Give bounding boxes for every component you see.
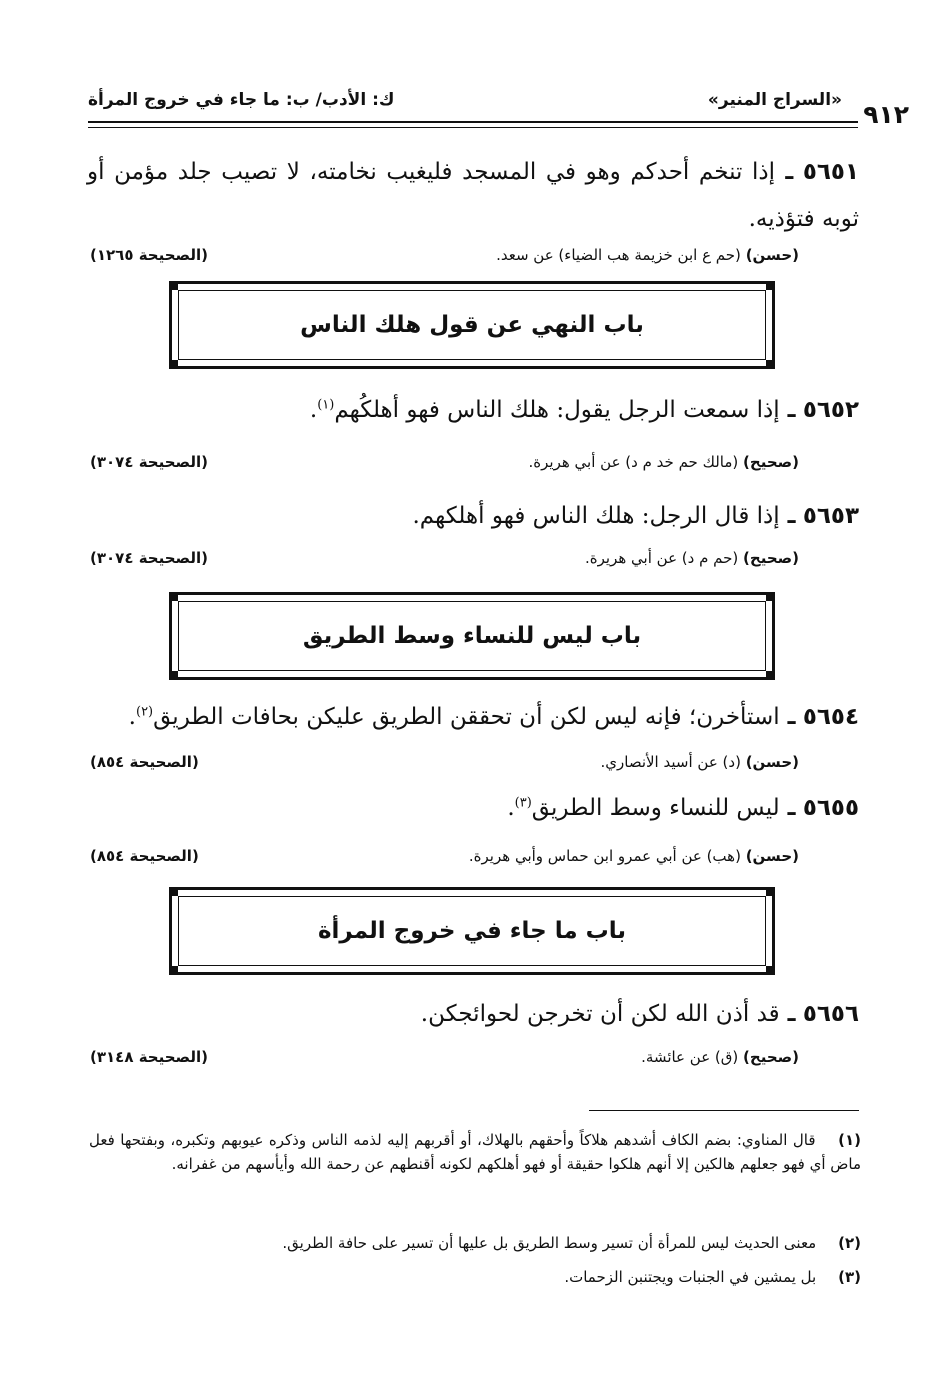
hadith-text: إذا قال الرجل: هلك الناس فهو أهلكهم. [412,503,780,529]
hadith-grade: (حسن) [745,753,799,771]
hadith-source: (د) عن أسيد الأنصاري. [600,753,741,771]
hadith-5656: ٥٦٥٦ ـ قد أذن الله لكن أن تخرجن لحوائجكن. [420,1001,859,1027]
hadith-number: ٥٦٥٣ [802,503,859,529]
hadith-number: ٥٦٥٥ [802,795,859,821]
hadith-reference: (الصحيحة ١٢٦٥) [90,246,208,264]
hadith-5654: ٥٦٥٤ ـ استأخرن؛ فإنه ليس لكن أن تحققن الطريق عليكن بحافات الطريق$^{(٢)}$. [128,704,859,730]
source-line-5652 [90,453,799,481]
hadith-source: (ق) عن عائشة. [641,1048,739,1066]
footnote-ref[interactable]: (١) [317,397,335,413]
book-title: «السراج المنير» [707,90,842,110]
hadith-number: ٥٦٥١ [802,159,860,185]
footnote-3 [89,1265,861,1289]
hadith-5653: ٥٦٥٣ ـ إذا قال الرجل: هلك الناس فهو أهلكهم. [412,503,859,529]
hadith-number: ٥٦٥٦ [802,1001,859,1027]
hadith-source: (هب) عن أبي عمرو ابن حماس وأبي هريرة. [468,847,741,865]
footnote-number: (٣) [838,1268,861,1286]
header-rule [88,121,858,123]
footnote-number: (١) [838,1131,861,1149]
footnote-text: قال المناوي: بضم الكاف أشدهم هلاكاً وأحقهم بالهلاك، أو أقربهم إليه لذمه الناس وذكره عيوبهم وتكبره، وبفتحها فعل ماض أي فهو جعلهم هالكين إلا أنهم هلكوا حقيقة أو فهو أهلكهم لكونه أقنطهم عن رحمة الله وأيأسهم من غفرانه. [89,1131,861,1173]
source-line-5651 [90,246,799,274]
hadith-text: إذا تنخم أحدكم وهو في المسجد فليغيب نخامته، لا تصيب جلد مؤمن أو ثوبه فتؤذيه. [87,159,859,232]
footnote-1 [89,1128,861,1176]
footnote-number: (٢) [838,1234,861,1252]
page-number: ٩١٢ [863,100,909,129]
hadith-5655: ٥٦٥٥ ـ ليس للنساء وسط الطريق$^{(٣)}$. [507,795,859,821]
hadith-text: ليس للنساء وسط الطريق [531,795,780,821]
hadith-text: إذا سمعت الرجل يقول: هلك الناس فهو أهلكُهم [334,397,780,423]
hadith-source: (حم م د) عن أبي هريرة. [585,549,739,567]
hadith-reference: (الصحيحة ٣٠٧٤) [90,549,208,567]
footnote-ref[interactable]: (٣) [514,795,532,811]
hadith-reference: (الصحيحة ٨٥٤) [90,753,199,771]
chapter-heading-box [169,887,775,975]
chapter-heading: باب ما جاء في خروج المرأة [178,896,766,966]
hadith-grade: (حسن) [745,847,799,865]
hadith-reference: (الصحيحة ٣١٤٨) [90,1048,208,1066]
chapter-heading-box [169,281,775,369]
hadith-grade: (صحيح) [743,1048,799,1066]
footnote-2 [89,1231,861,1255]
hadith-source: (حم ع ابن خزيمة هب الضياء) عن سعد. [496,246,741,264]
footnote-ref[interactable]: (٢) [135,704,154,720]
chapter-heading: باب ليس للنساء وسط الطريق [178,601,766,671]
footnote-text: معنى الحديث ليس للمرأة أن تسير وسط الطريق بل عليها أن تسير على حافة الطريق. [282,1234,817,1252]
hadith-text: استأخرن؛ فإنه ليس لكن أن تحققن الطريق عليكن بحافات الطريق [153,704,780,730]
source-line-5656 [90,1048,799,1076]
hadith-reference: (الصحيحة ٨٥٤) [90,847,199,865]
hadith-grade: (صحيح) [743,549,799,567]
section-title: ك: الأدب/ ب: ما جاء في خروج المرأة [88,90,395,110]
hadith-grade: (حسن) [745,246,799,264]
hadith-reference: (الصحيحة ٣٠٧٤) [90,453,208,471]
hadith-number: ٥٦٥٢ [802,397,859,423]
header-rule-thin [88,127,858,128]
chapter-heading: باب النهي عن قول هلك الناس [178,290,766,360]
footnote-separator [589,1110,859,1111]
hadith-grade: (صحيح) [743,453,799,471]
source-line-5653 [90,549,799,577]
hadith-5652: ٥٦٥٢ ـ إذا سمعت الرجل يقول: هلك الناس فهو أهلكُهم$^{(١)}$. [309,397,859,423]
hadith-5651: ٥٦٥١ ـ إذا تنخم أحدكم وهو في المسجد فليغيب نخامته، لا تصيب جلد مؤمن أو ثوبه فتؤذيه. [87,159,860,232]
hadith-number: ٥٦٥٤ [802,704,859,730]
footnote-text: بل يمشين في الجنبات ويجتنبن الزحمات. [564,1268,817,1286]
chapter-heading-box [169,592,775,680]
source-line-5655 [90,847,799,875]
hadith-source: (مالك حم خد م د) عن أبي هريرة. [528,453,739,471]
hadith-text: قد أذن الله لكن أن تخرجن لحوائجكن. [420,1001,780,1027]
source-line-5654 [90,753,799,781]
